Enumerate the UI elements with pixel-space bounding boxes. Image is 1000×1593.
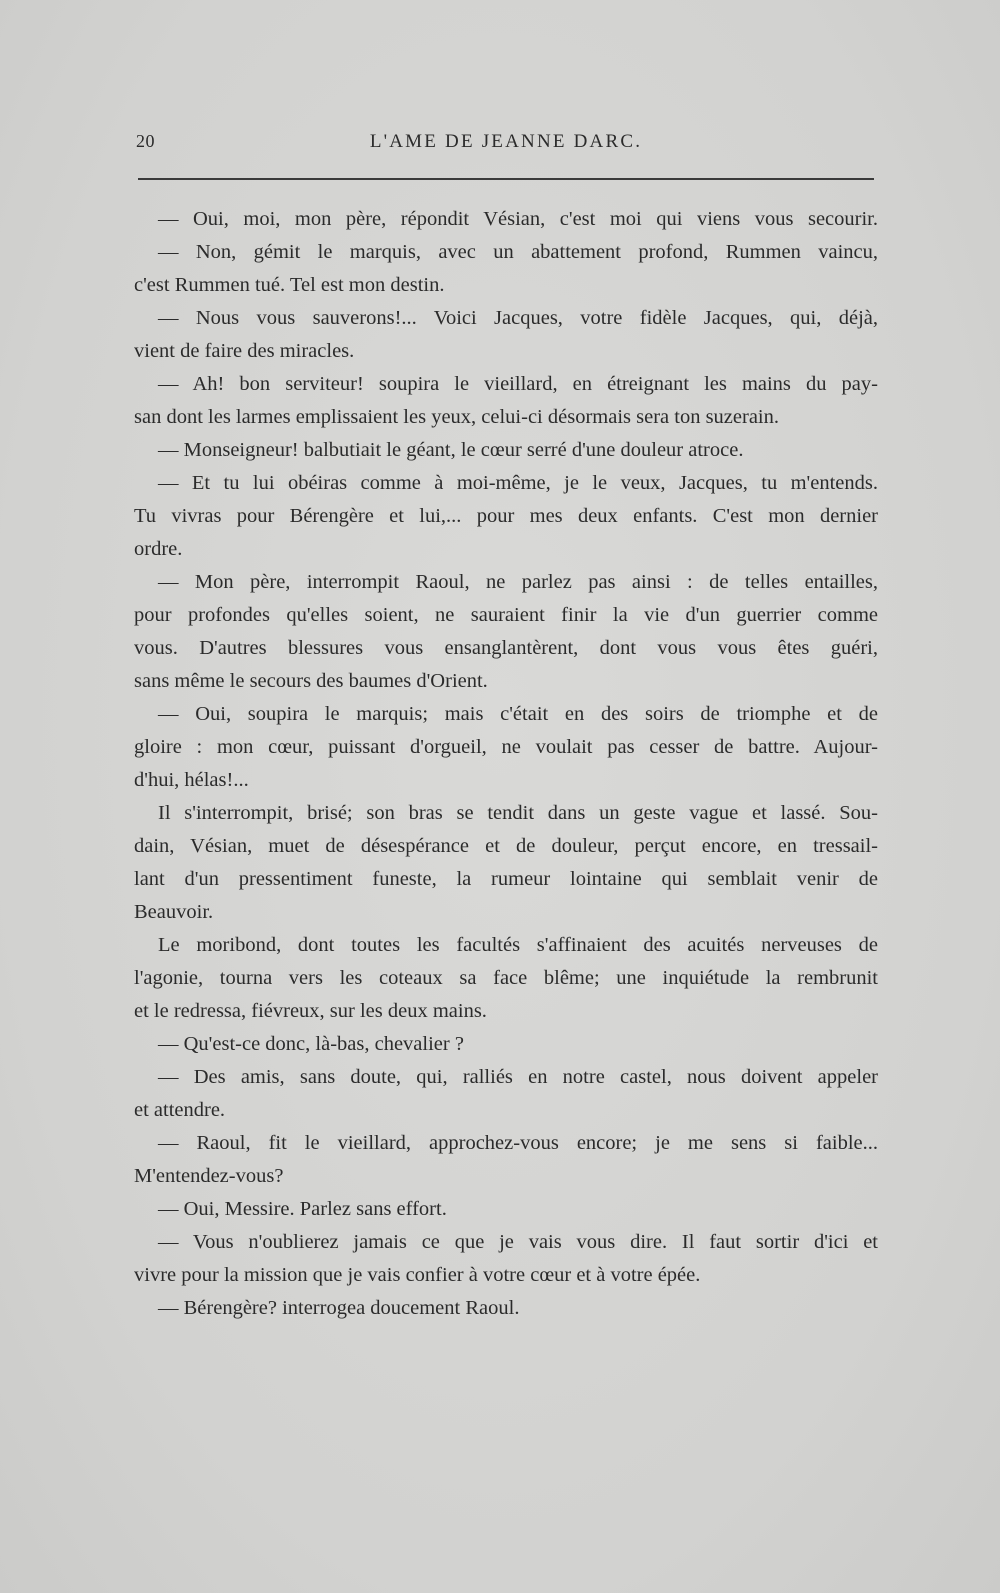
text-line: — Monseigneur! balbutiait le géant, le cœur serré d'une douleur atroce.	[158, 439, 744, 461]
text-line: ordre.	[134, 538, 183, 560]
text-line: d'hui, hélas!...	[134, 769, 249, 791]
text-line: — Et tu lui obéiras comme à moi-même, je le veux, Jacques, tu m'entends.	[158, 472, 878, 494]
running-title: L'AME DE JEANNE DARC.	[369, 131, 643, 152]
text-line: Beauvoir.	[134, 901, 214, 923]
text-line: c'est Rummen tué. Tel est mon destin.	[134, 274, 445, 296]
page-number: 20	[136, 131, 155, 151]
text-line: san dont les larmes emplissaient les yeux, celui-ci désormais sera ton suzerain.	[134, 406, 779, 428]
text-line: Le moribond, dont toutes les facultés s'affinaient des acuités nerveuses de	[158, 934, 878, 956]
text-line: M'entendez-vous?	[134, 1165, 284, 1187]
text-line: — Des amis, sans doute, qui, ralliés en notre castel, nous doivent appeler	[158, 1066, 878, 1088]
text-line: — Oui, soupira le marquis; mais c'était en des soirs de triomphe et de	[158, 703, 878, 725]
page-header	[136, 131, 876, 157]
text-line: sans même le secours des baumes d'Orient.	[134, 670, 488, 692]
text-line: pour profondes qu'elles soient, ne sauraient finir la vie d'un guerrier comme	[134, 604, 878, 626]
text-line: — Vous n'oublierez jamais ce que je vais vous dire. Il faut sortir d'ici et	[158, 1231, 878, 1253]
text-line: vivre pour la mission que je vais confier à votre cœur et à votre épée.	[134, 1264, 701, 1286]
text-line: et le redressa, fiévreux, sur les deux mains.	[134, 1000, 487, 1022]
text-line: vous. D'autres blessures vous ensanglantèrent, dont vous vous êtes guéri,	[134, 637, 878, 659]
text-line: vient de faire des miracles.	[134, 340, 355, 362]
text-line: Tu vivras pour Bérengère et lui,... pour mes deux enfants. C'est mon dernier	[134, 505, 878, 527]
text-line: — Nous vous sauverons!... Voici Jacques, votre fidèle Jacques, qui, déjà,	[158, 307, 878, 329]
text-line: lant d'un pressentiment funeste, la rumeur lointaine qui semblait venir de	[134, 868, 878, 890]
text-line: — Ah! bon serviteur! soupira le vieillard, en étreignant les mains du pay-	[158, 373, 878, 395]
text-line: gloire : mon cœur, puissant d'orgueil, ne voulait pas cesser de battre. Aujour-	[134, 736, 878, 758]
body-text	[134, 203, 878, 1325]
text-line: — Bérengère? interrogea doucement Raoul.	[158, 1297, 520, 1319]
text-line: dain, Vésian, muet de désespérance et de douleur, perçut encore, en tressail-	[134, 835, 878, 857]
text-line: l'agonie, tourna vers les coteaux sa face blême; une inquiétude la rembrunit	[134, 967, 878, 989]
text-line: — Non, gémit le marquis, avec un abattement profond, Rummen vaincu,	[158, 241, 878, 263]
header-rule	[138, 178, 874, 180]
text-line: Il s'interrompit, brisé; son bras se tendit dans un geste vague et lassé. Sou-	[158, 802, 878, 824]
text-line: — Mon père, interrompit Raoul, ne parlez pas ainsi : de telles entailles,	[158, 571, 878, 593]
text-line: et attendre.	[134, 1099, 226, 1121]
text-line: — Qu'est-ce donc, là-bas, chevalier ?	[158, 1033, 464, 1055]
text-line: — Raoul, fit le vieillard, approchez-vous encore; je me sens si faible...	[158, 1132, 878, 1154]
text-line: — Oui, Messire. Parlez sans effort.	[158, 1198, 447, 1220]
text-line: — Oui, moi, mon père, répondit Vésian, c'est moi qui viens vous secourir.	[158, 208, 878, 230]
